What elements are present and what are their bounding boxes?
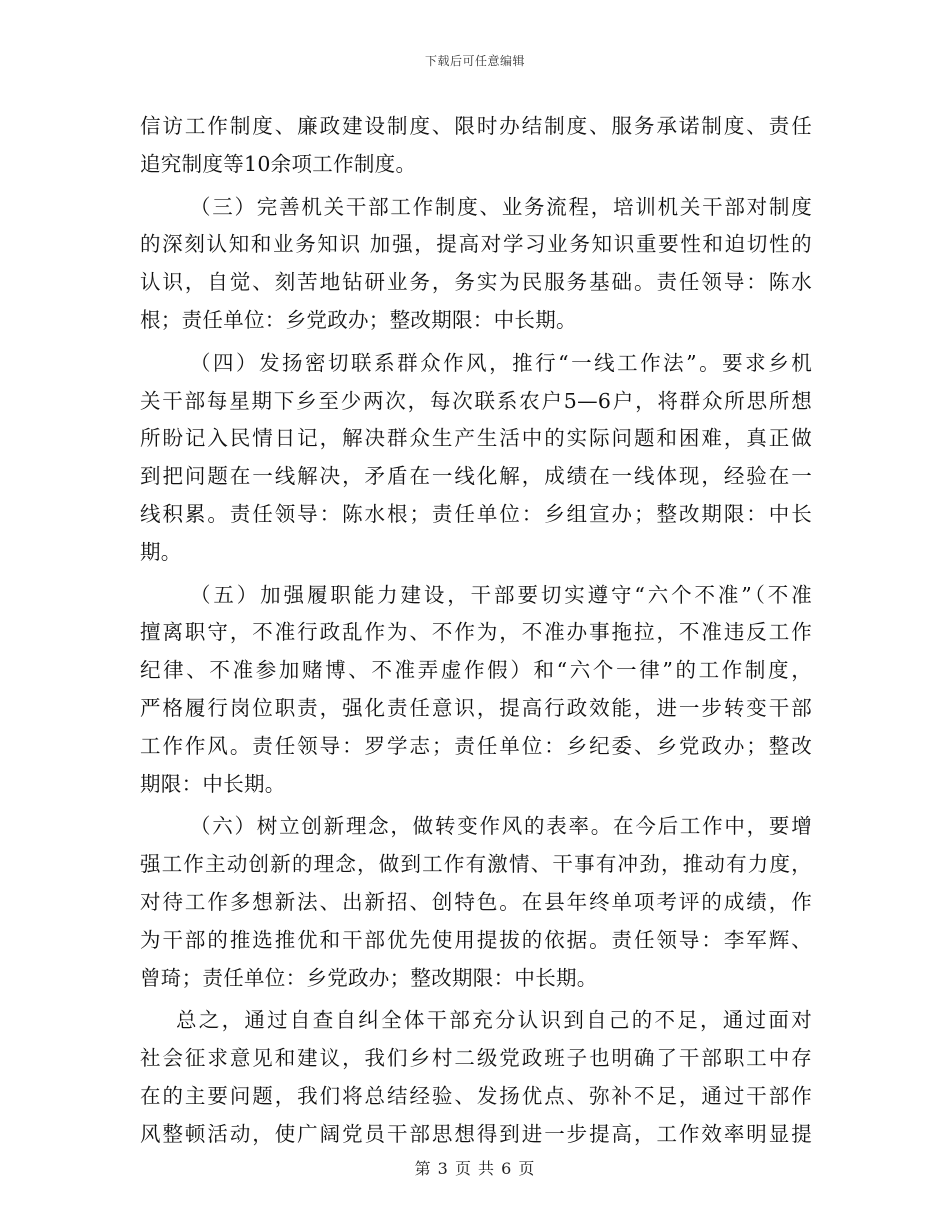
paragraph-line: 曾琦；责任单位：乡党政办；整改期限：中长期。 (140, 965, 598, 990)
paragraph-line: 期限：中长期。 (140, 771, 286, 796)
paragraph-line: 关干部每星期下乡至少两次，每次联系农户5—6户，将群众所思所想 (140, 388, 812, 413)
paragraph-line: 线积累。责任领导：陈水根；责任单位：乡组宣办；整改期限：中长 (140, 501, 812, 526)
paragraph-line: 认识，自觉、刻苦地钻研业务，务实为民服务基础。责任领导：陈水 (140, 270, 812, 295)
paragraph-line: 期。 (140, 539, 182, 564)
paragraph-line: 为干部的推选推优和干部优先使用提拔的依据。责任领导：李军辉、 (140, 927, 812, 952)
paragraph-line: 所盼记入民情日记，解决群众生产生活中的实际问题和困难，真正做 (140, 426, 812, 451)
paragraph-line: 严格履行岗位职责，强化责任意识，提高行政效能，进一步转变干部 (140, 695, 812, 720)
paragraph-line: （六）树立创新理念，做转变作风的表率。在今后工作中，要增 (190, 814, 812, 839)
paragraph-line: 的深刻认知和业务知识 加强，提高对学习业务知识重要性和迫切性的 (140, 232, 812, 257)
paragraph-line: 在的主要问题，我们将总结经验、发扬优点、弥补不足，通过干部作 (140, 1083, 812, 1108)
paragraph-line: 根；责任单位：乡党政办；整改期限：中长期。 (140, 307, 577, 332)
document-body (140, 108, 812, 1154)
paragraph-line: 社会征求意见和建议，我们乡村二级党政班子也明确了干部职工中存 (140, 1046, 812, 1071)
paragraph-line: 信访工作制度、廉政建设制度、限时办结制度、服务承诺制度、责任 (140, 114, 812, 138)
paragraph-line: （三）完善机关干部工作制度、业务流程，培训机关干部对制度 (190, 194, 812, 219)
paragraph-line: 总之，通过自查自纠全体干部充分认识到自己的不足，通过面对 (176, 1008, 812, 1033)
page-footer: 第 3 页 共 6 页 (414, 1159, 536, 1178)
paragraph-line: （五）加强履职能力建设，干部要切实遵守“六个不准”（不准 (190, 582, 812, 607)
paragraph-line: 追究制度等10余项工作制度。 (140, 151, 417, 176)
paragraph-line: 到把问题在一线解决，矛盾在一线化解，成绩在一线体现，经验在一 (140, 464, 812, 489)
paragraph-line: 风整顿活动，使广阔党员干部思想得到进一步提高，工作效率明显提 (140, 1121, 812, 1146)
paragraph-line: （四）发扬密切联系群众作风，推行“一线工作法”。要求乡机 (190, 350, 812, 375)
paragraph-line: 对待工作多想新法、出新招、创特色。在县年终单项考评的成绩，作 (140, 889, 812, 914)
paragraph-line: 强工作主动创新的理念，做到工作有激情、干事有冲劲，推动有力度， (140, 852, 812, 877)
page-header: 下载后可任意编辑 (424, 54, 525, 68)
paragraph-line: 工作作风。责任领导：罗学志；责任单位：乡纪委、乡党政办；整改 (140, 733, 812, 758)
paragraph-line: 纪律、不准参加赌博、不准弄虚作假）和“六个一律”的工作制度， (140, 658, 812, 683)
paragraph-line: 擅离职守，不准行政乱作为、不作为，不准办事拖拉，不准违反工作 (140, 620, 812, 645)
